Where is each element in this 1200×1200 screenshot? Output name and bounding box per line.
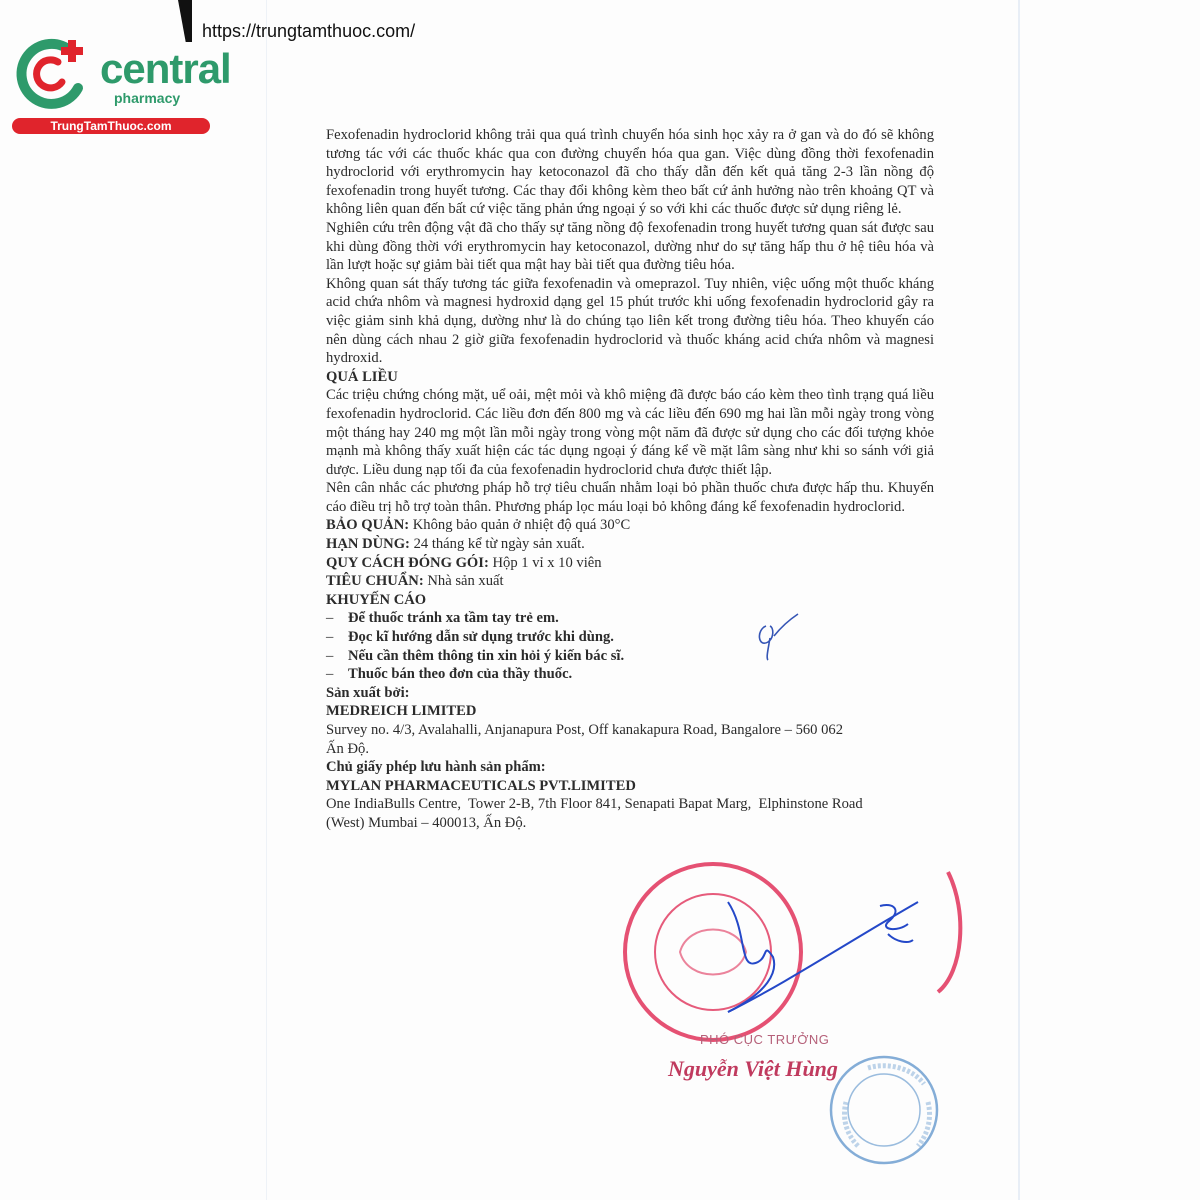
packaging-label: QUY CÁCH ĐÓNG GÓI:	[326, 554, 489, 571]
expiry-label: HẠN DÙNG:	[326, 536, 410, 553]
paragraph-omeprazol-antacid: Không quan sát thấy tương tác giữa fexofenadin và omeprazol. Tuy nhiên, việc uống một thuốc kháng acid chứa nhôm và magnesi hydroxid dạng gel 15 phút trước khi uống fexofenadin hydroclorid gây ra việc giảm sinh khả dụng, dường như là do chúng tạo liên kết trong đường tiêu hóa. Theo khuyến cáo nên dùng cách nhau 2 giờ giữa fexofenadin hydroclorid và thuốc kháng acid chứa nhôm và magnesi hydroxid.	[326, 275, 934, 367]
scan-fold-line	[266, 0, 267, 1200]
advice-item: – Thuốc bán theo đơn của thầy thuốc.	[326, 666, 573, 683]
scan-edge-line	[1018, 0, 1020, 1200]
leaflet-body	[326, 126, 934, 833]
storage-line	[326, 516, 934, 535]
signer-title: PHÓ CỤC TRƯỞNG	[700, 1032, 830, 1047]
license-holder-label: Chủ giấy phép lưu hành sản phẩm:	[326, 759, 546, 776]
logo-wordmark: central	[100, 45, 231, 92]
license-holder-address: One IndiaBulls Centre, Tower 2-B, 7th Floor 841, Senapati Bapat Marg, Elphinstone Road	[326, 796, 863, 813]
license-holder-address-2: (West) Mumbai – 400013, Ấn Độ.	[326, 814, 527, 831]
standard-line	[326, 572, 934, 591]
standard-value: Nhà sản xuất	[427, 573, 504, 590]
paragraph-liver-metabolism: Fexofenadin hydroclorid không trải qua quá trình chuyển hóa sinh học xảy ra ở gan và do đó sẽ không tương tác với các thuốc khác qua con đường chuyển hóa qua gan. Việc dùng đồng thời fexofenadin hydroclorid với erythromycin hay ketoconazol đã cho thấy dẫn đến kết quả tăng 2-3 lần nồng độ fexofenadin trong huyết tương. Các thay đổi không kèm theo bất cứ ảnh hưởng nào trên khoảng QT và không liên quan đến bất cứ việc tăng phản ứng ngoại ý so với khi các thuốc được sử dụng riêng lẻ.	[326, 127, 934, 218]
watermark-url[interactable]: https://trungtamthuoc.com/	[202, 21, 416, 41]
company-seal	[828, 1054, 940, 1166]
packaging-line	[326, 554, 934, 573]
advice-item: – Để thuốc tránh xa tầm tay trẻ em.	[326, 610, 559, 627]
advice-heading: KHUYẾN CÁO	[326, 591, 427, 608]
advice-item: – Nếu cần thêm thông tin xin hỏi ý kiến bác sĩ.	[326, 647, 625, 664]
paragraph-animal-study: Nghiên cứu trên động vật đã cho thấy sự tăng nồng độ fexofenadin trong huyết tương quan sát được sau khi dùng đồng thời với erythromycin hay ketoconazol, dường như do sự tăng hấp thu ở hệ tiêu hóa và lần lượt hoặc sự giảm bài tiết qua mật hay bài tiết qua đường tiêu hóa.	[326, 219, 934, 274]
expiry-value: 24 tháng kể từ ngày sản xuất.	[413, 536, 585, 553]
storage-label: BẢO QUẢN:	[326, 517, 410, 534]
pharmacy-c-cross-icon	[12, 38, 102, 118]
packaging-value: Hộp 1 vỉ x 10 viên	[492, 554, 602, 571]
central-pharmacy-logo[interactable]	[12, 38, 231, 138]
expiry-line	[326, 535, 934, 554]
scan-corner-artifact	[178, 0, 192, 42]
manufacturer-country: Ấn Độ.	[326, 740, 369, 757]
overdose-heading: QUÁ LIỀU	[326, 368, 398, 385]
manufacturer-label: Sản xuất bởi:	[326, 684, 410, 701]
logo-subtitle: pharmacy	[114, 90, 181, 106]
standard-label: TIÊU CHUẨN:	[326, 573, 424, 590]
logo-site-badge: TrungTamThuoc.com	[12, 118, 210, 134]
storage-value: Không bảo quản ở nhiệt độ quá 30°C	[412, 517, 631, 534]
license-holder-name: MYLAN PHARMACEUTICALS PVT.LIMITED	[326, 777, 636, 794]
paragraph-overdose-symptoms: Các triệu chứng chóng mặt, uể oải, mệt mỏi và khô miệng đã được báo cáo kèm theo tình trạng quá liều fexofenadin hydroclorid. Các liều đơn đến 800 mg và các liều đến 690 mg hai lần mỗi ngày trong vòng một tháng hay 240 mg một lần mỗi ngày trong vòng một năm đã được sử dụng cho các đối tượng khỏe mạnh mà không thấy xuất hiện các tác dụng ngoại ý đáng kể về mặt lâm sàng như khi so sánh với giả dược. Liều dung nạp tối đa của fexofenadin hydroclorid chưa được thiết lập.	[326, 387, 934, 478]
manufacturer-address: Survey no. 4/3, Avalahalli, Anjanapura Post, Off kanakapura Road, Bangalore – 560 062	[326, 722, 844, 738]
paragraph-overdose-treatment: Nên cân nhắc các phương pháp hỗ trợ tiêu chuẩn nhằm loại bỏ phần thuốc chưa được hấp thu. Khuyến cáo điều trị hỗ trợ toàn thân. Phương pháp lọc máu loại bỏ không đáng kể fexofenadin hydroclorid.	[326, 480, 934, 515]
initial-signature	[752, 608, 812, 668]
signer-name: Nguyễn Việt Hùng	[668, 1056, 838, 1081]
advice-item: – Đọc kĩ hướng dẫn sử dụng trước khi dùng.	[326, 629, 614, 646]
manufacturer-name: MEDREICH LIMITED	[326, 703, 477, 720]
